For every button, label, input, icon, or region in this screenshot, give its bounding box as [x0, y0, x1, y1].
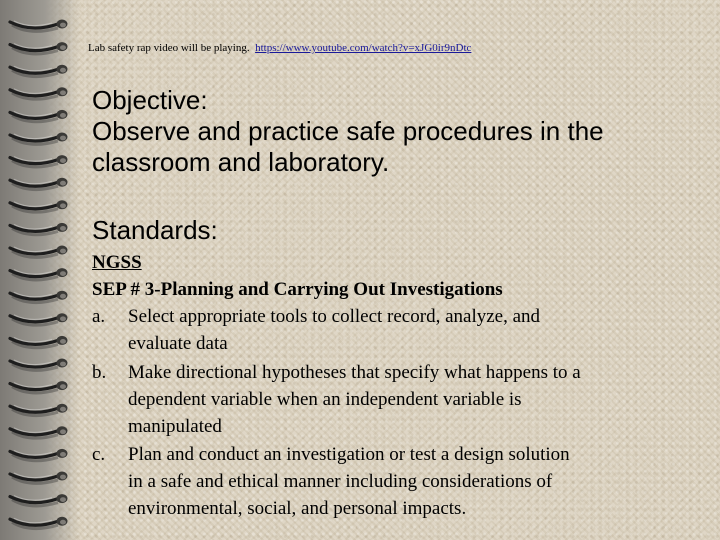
spiral-ring: [10, 426, 68, 438]
spiral-ring: [10, 110, 68, 122]
spiral-ring: [10, 313, 68, 325]
spiral-ring: [10, 42, 68, 54]
spiral-ring: [10, 65, 68, 77]
list-marker: b.: [92, 362, 107, 383]
video-note: [88, 42, 471, 54]
sep-title: SEP # 3-Planning and Carrying Out Investigations: [92, 279, 503, 300]
spiral-ring: [10, 20, 68, 32]
spiral-ring: [10, 404, 68, 416]
spiral-ring: [10, 336, 68, 348]
objective-text-line: Observe and practice safe procedures in the: [92, 116, 604, 146]
list-item-line: Make directional hypotheses that specify what happens to a: [128, 362, 581, 383]
spiral-ring: [10, 268, 68, 280]
spiral-ring: [10, 223, 68, 235]
spiral-ring: [10, 449, 68, 461]
list-item-line: evaluate data: [128, 333, 228, 354]
spiral-binding-icon: [0, 0, 85, 540]
video-link[interactable]: https://www.youtube.com/watch?v=xJG0ir9nDtc: [255, 42, 472, 54]
list-item-line: Plan and conduct an investigation or test a design solution: [128, 444, 570, 465]
spiral-ring: [10, 517, 68, 529]
spiral-ring: [10, 87, 68, 99]
list-item-line: Select appropriate tools to collect record, analyze, and: [128, 306, 541, 327]
video-note-text: Lab safety rap video will be playing.: [88, 42, 250, 54]
objective-text-line: classroom and laboratory.: [92, 147, 390, 177]
spiral-ring: [10, 381, 68, 393]
spiral-ring: [10, 178, 68, 190]
list-item-line: dependent variable when an independent variable is: [128, 389, 522, 410]
list-item-line: in a safe and ethical manner including considerations of: [128, 471, 553, 492]
spiral-ring: [10, 200, 68, 212]
objective-heading: Objective:: [92, 85, 208, 115]
list-marker: c.: [92, 444, 106, 465]
ngss-label: NGSS: [92, 252, 142, 273]
list-item-line: environmental, social, and personal impacts.: [128, 498, 467, 519]
list-item-line: manipulated: [128, 416, 222, 437]
standards-heading: Standards:: [92, 215, 218, 245]
spiral-ring: [10, 494, 68, 506]
spiral-ring: [10, 155, 68, 167]
spiral-ring: [10, 359, 68, 371]
list-marker: a.: [92, 306, 106, 327]
spiral-ring: [10, 133, 68, 145]
spiral-ring: [10, 472, 68, 484]
spiral-ring: [10, 291, 68, 303]
spiral-ring: [10, 246, 68, 258]
